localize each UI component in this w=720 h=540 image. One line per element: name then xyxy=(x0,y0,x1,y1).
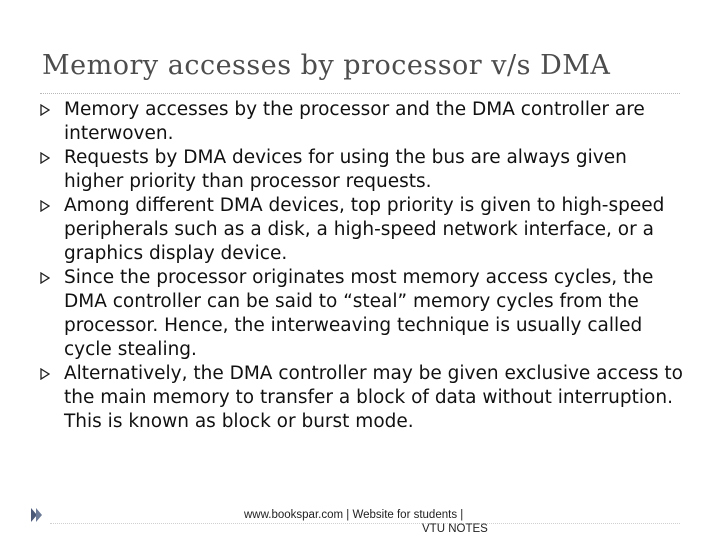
triangle-bullet-icon xyxy=(40,104,50,116)
triangle-bullet-icon xyxy=(40,368,50,380)
double-chevron-icon xyxy=(30,507,44,523)
footer-link-text: www.bookspar.com | Website for students | xyxy=(244,509,464,521)
bullet-text: Alternatively, the DMA controller may be given exclusive access to the main memory to transfer a block of data without interruption. This is known as block or burst mode. xyxy=(64,363,683,432)
bullet-item xyxy=(38,194,688,266)
bullet-item xyxy=(38,98,688,146)
triangle-bullet-icon xyxy=(40,200,50,212)
bullet-text: Since the processor originates most memory access cycles, the DMA controller can be said to “steal” memory cycles from the processor. Hence, the interweaving technique is usually called cycle stealing. xyxy=(64,267,654,360)
bullet-item xyxy=(38,146,688,194)
footer xyxy=(244,508,504,536)
footer-notes-text: VTU NOTES xyxy=(422,523,488,535)
title-divider xyxy=(40,93,680,94)
bullet-item xyxy=(38,362,688,434)
slide-title: Memory accesses by processor v/s DMA xyxy=(42,50,611,81)
bullet-text: Memory accesses by the processor and the DMA controller are interwoven. xyxy=(64,99,645,144)
bullet-text: Among different DMA devices, top priority is given to high-speed peripherals such as a disk, a high-speed network interface, or a graphics display device. xyxy=(64,195,665,264)
bullet-list xyxy=(38,98,688,434)
bullet-item xyxy=(38,266,688,362)
triangle-bullet-icon xyxy=(40,272,50,284)
bullet-text: Requests by DMA devices for using the bus are always given higher priority than processor requests. xyxy=(64,147,627,192)
triangle-bullet-icon xyxy=(40,152,50,164)
